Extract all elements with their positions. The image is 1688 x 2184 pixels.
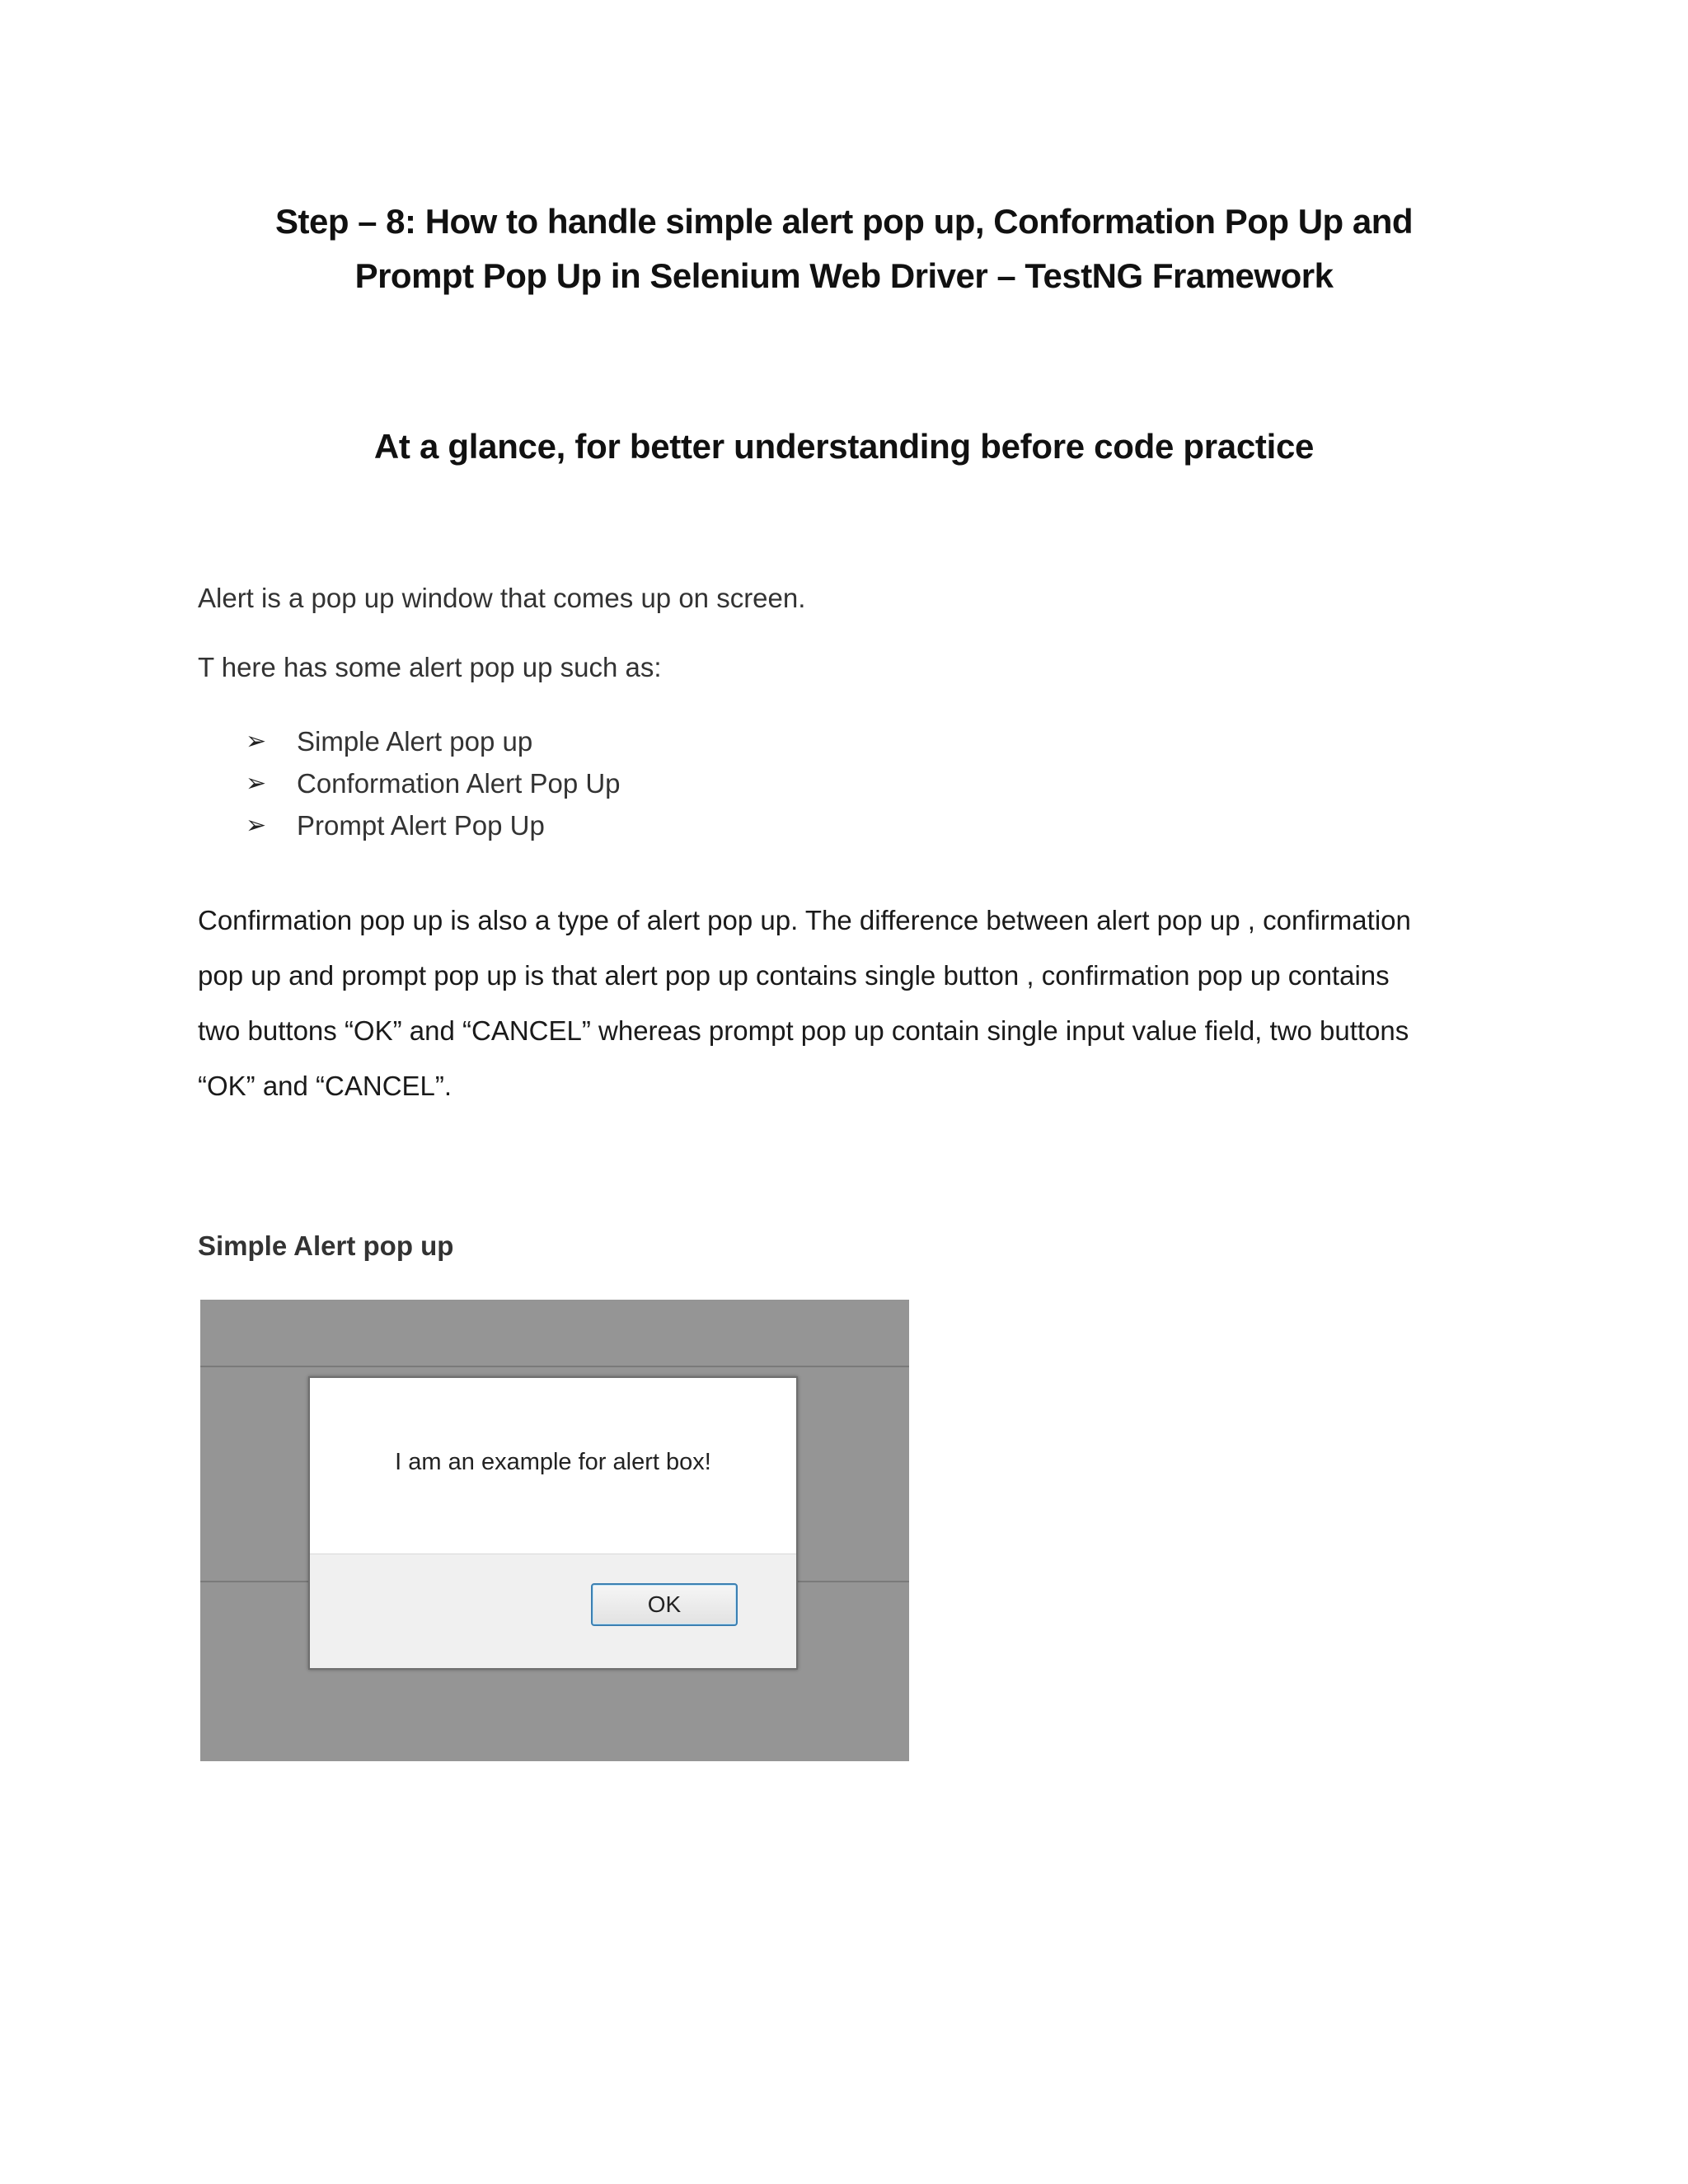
arrow-bullet-icon: ➢	[246, 770, 267, 797]
title-line-1: Step – 8: How to handle simple alert pop up, Conformation Pop Up and	[274, 202, 1414, 241]
divider	[200, 1366, 909, 1367]
alert-message: I am an example for alert box!	[395, 1449, 711, 1475]
body-line: two buttons “OK” and “CANCEL” whereas prompt pop up contain single input value field, two buttons	[198, 1015, 1409, 1046]
arrow-bullet-icon: ➢	[246, 812, 267, 839]
title-line-2: Prompt Pop Up in Selenium Web Driver – TestNG Framework	[354, 256, 1334, 295]
body-line: Confirmation pop up is also a type of alert pop up. The difference between alert pop up , confirmation	[198, 905, 1411, 935]
body-line: pop up and prompt pop up is that alert pop up contains single button , confirmation pop up contains	[198, 960, 1390, 991]
arrow-bullet-icon: ➢	[246, 728, 267, 755]
intro-paragraph-2: T here has some alert pop up such as:	[198, 652, 662, 682]
section-heading: Simple Alert pop up	[198, 1230, 454, 1261]
body-line: “OK” and “CANCEL”.	[198, 1071, 452, 1101]
list-item-label: Conformation Alert Pop Up	[297, 768, 621, 799]
document-title	[198, 194, 1490, 303]
alert-dialog	[308, 1376, 798, 1670]
list-item	[246, 720, 621, 762]
body-paragraph	[198, 893, 1467, 1113]
list-item	[246, 762, 621, 804]
alert-dialog-footer	[310, 1554, 796, 1668]
document-subtitle: At a glance, for better understanding before code practice	[373, 427, 1315, 466]
ok-button[interactable]: OK	[591, 1583, 738, 1626]
list-item	[246, 804, 621, 846]
alert-types-list	[246, 720, 621, 846]
intro-paragraph-1: Alert is a pop up window that comes up on screen.	[198, 583, 806, 613]
list-item-label: Prompt Alert Pop Up	[297, 810, 545, 841]
alert-screenshot-figure	[200, 1300, 909, 1761]
list-item-label: Simple Alert pop up	[297, 726, 533, 757]
